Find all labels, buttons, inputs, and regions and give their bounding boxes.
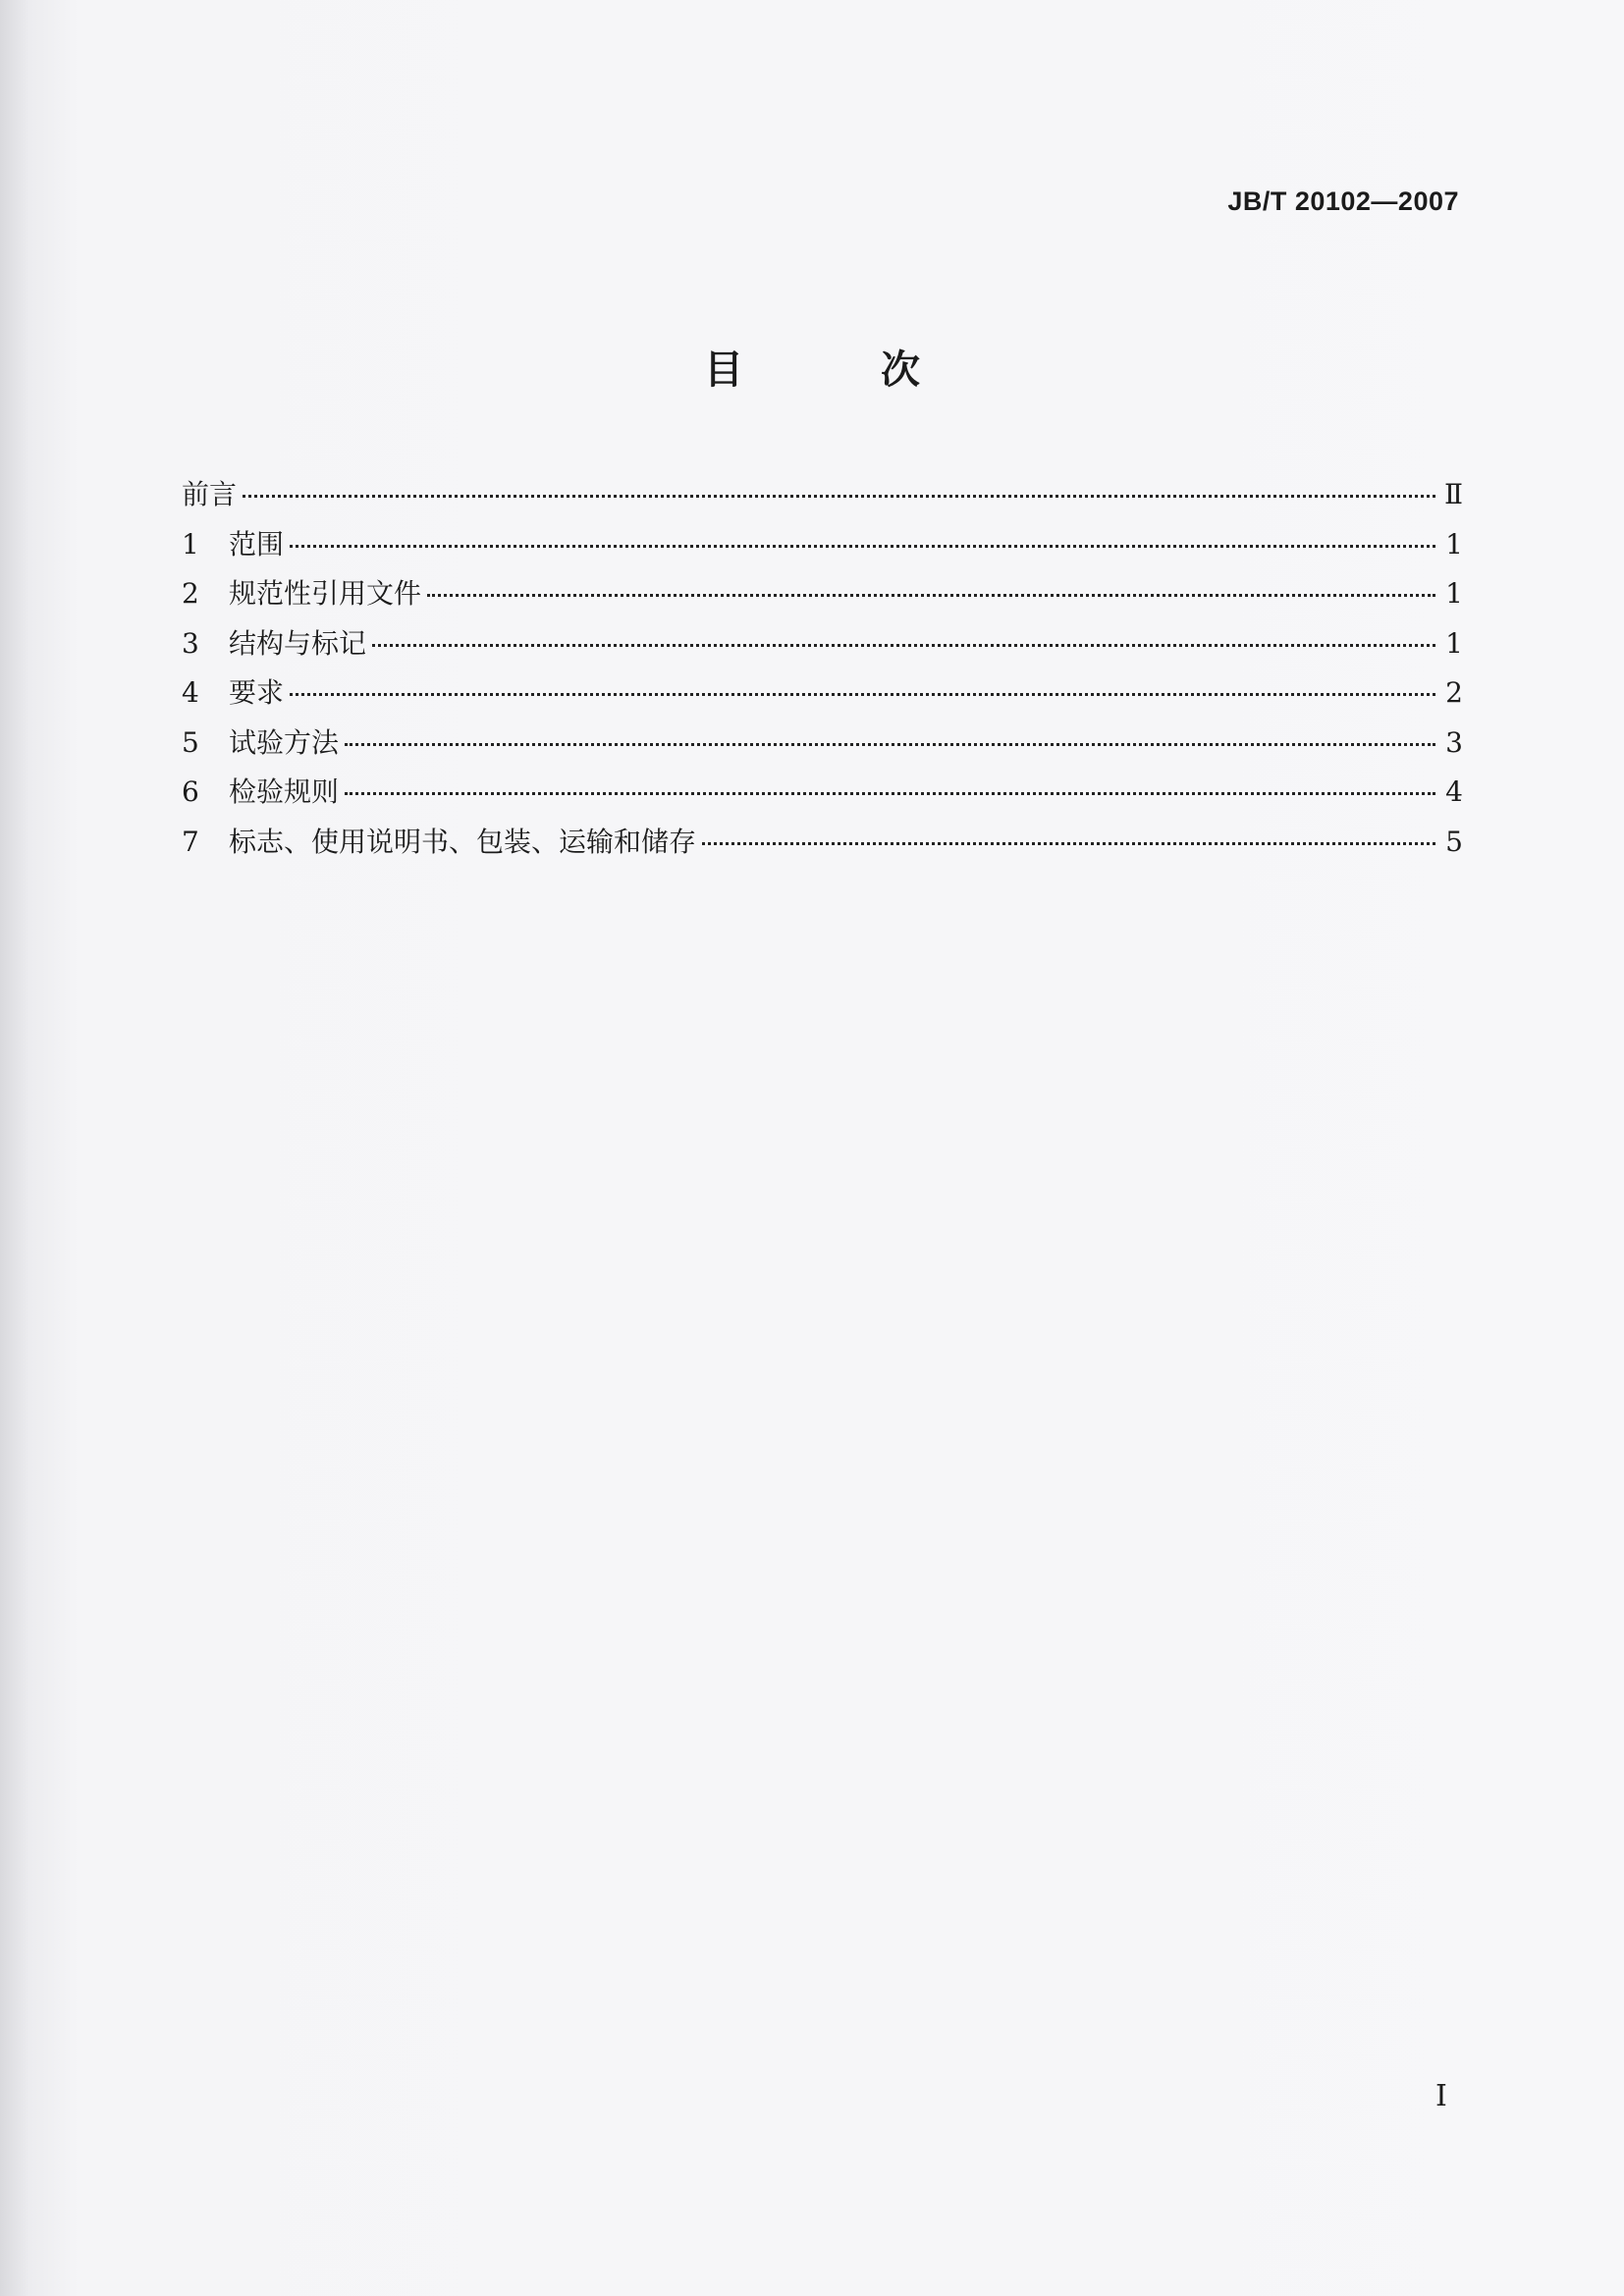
toc-entry[interactable]	[182, 821, 1463, 871]
toc-entry[interactable]	[182, 572, 1463, 622]
toc-leader	[290, 691, 1435, 696]
toc-entry-number: 3	[182, 626, 199, 660]
toc-entry-page: 1	[1445, 527, 1463, 561]
toc-leader	[427, 592, 1435, 597]
standard-code: JB/T 20102—2007	[1227, 187, 1459, 216]
toc-entry[interactable]	[182, 523, 1463, 573]
toc-entry[interactable]	[182, 473, 1463, 523]
toc-entry[interactable]	[182, 622, 1463, 672]
toc-entry-number: 6	[182, 775, 199, 808]
toc-leader	[345, 790, 1435, 795]
toc-entry-label: 要求	[229, 676, 285, 709]
toc-entry-label: 前言	[182, 478, 238, 510]
toc-entry-number: 5	[182, 725, 199, 759]
toc-entry-label: 结构与标记	[229, 626, 367, 660]
page-title: 目 次	[704, 347, 969, 393]
toc-entry-page: 1	[1445, 577, 1463, 610]
page-number: I	[1435, 2079, 1447, 2113]
toc-entry[interactable]	[182, 721, 1463, 772]
toc-entry-label: 标志、使用说明书、包装、运输和储存	[229, 825, 697, 858]
toc-leader	[372, 642, 1435, 647]
toc-entry-page: 4	[1445, 775, 1463, 808]
toc-entry-page: 1	[1445, 626, 1463, 660]
toc-entry[interactable]	[182, 671, 1463, 721]
toc-entry-label: 检验规则	[229, 775, 340, 808]
toc-entry-page: Ⅱ	[1443, 478, 1463, 510]
toc-leader	[243, 493, 1435, 498]
toc-entry-label: 规范性引用文件	[229, 577, 422, 610]
toc-entry-number: 2	[182, 577, 199, 610]
toc-leader	[290, 543, 1435, 548]
toc-entry-label: 试验方法	[229, 725, 340, 759]
toc-entry-number: 1	[182, 527, 199, 561]
toc-entry-number: 4	[182, 676, 199, 709]
table-of-contents	[182, 473, 1463, 870]
toc-entry-number: 7	[182, 825, 199, 858]
toc-entry-label: 范围	[229, 527, 285, 561]
toc-entry-page: 5	[1445, 825, 1463, 858]
toc-entry[interactable]	[182, 771, 1463, 821]
toc-leader	[702, 840, 1435, 845]
toc-entry-page: 2	[1445, 676, 1463, 709]
toc-entry-page: 3	[1445, 725, 1463, 759]
toc-leader	[345, 741, 1435, 746]
